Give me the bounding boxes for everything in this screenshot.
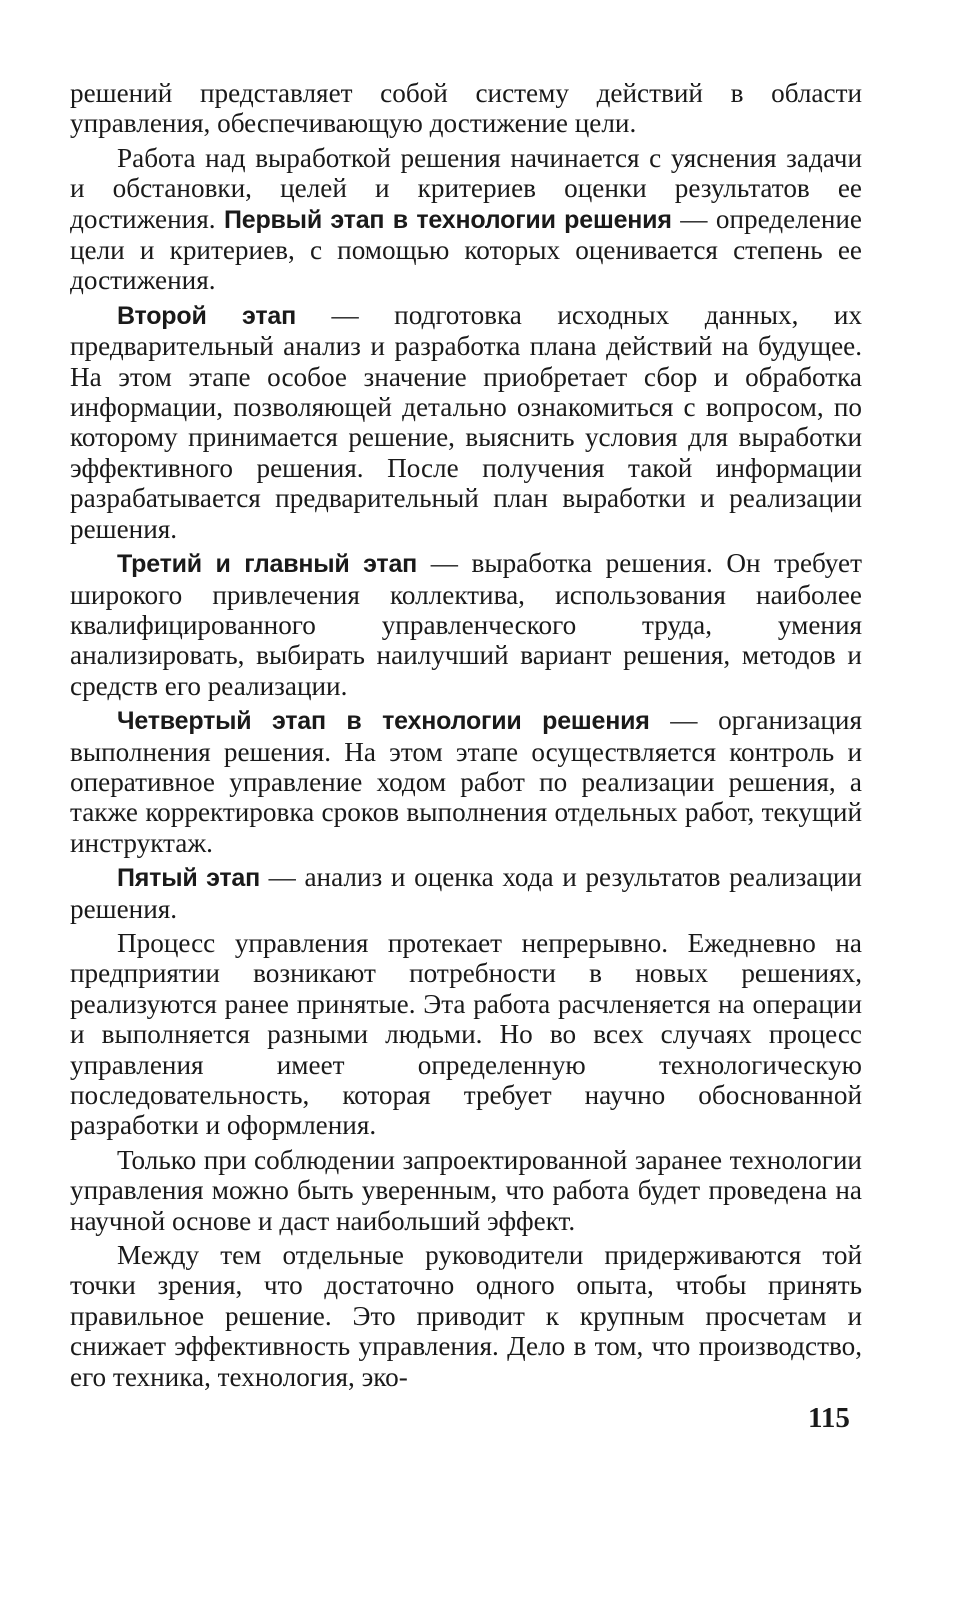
paragraph-9: [70, 1240, 862, 1392]
paragraph-5: [70, 705, 862, 858]
paragraph-4-text: — выработка решения. Он требует широкого привлечения коллектива, использования наиболее квалифицированного управленческого труда, умения анализировать, выбирать наилучший вариант решения, методов и средств его реализации.: [70, 548, 862, 701]
paragraph-8: [70, 1145, 862, 1236]
paragraph-8-text: Только при соблюдении запроектированной заранее технологии управления можно быть уверенным, что работа будет проведена на научной основе и даст наибольший эффект.: [70, 1144, 862, 1236]
paragraph-5-bold: Четвертый этап в технологии решения: [117, 707, 650, 736]
page-number: 115: [808, 1402, 850, 1434]
paragraph-5-text: — организация выполнения решения. На этом этапе осуществляется контроль и оперативное управление ходом работ по реализации решения, а также корректировка сроков выполнения отдельных работ, текущий инструктаж.: [70, 705, 862, 858]
paragraph-6-text: — анализ и оценка хода и результатов реализации решения.: [70, 862, 862, 924]
paragraph-2-text-after: — определение цели и критериев, с помощью которых оценивается степень ее достижения.: [70, 203, 863, 296]
paragraph-2-text: Работа над выработкой решения начинается с уяснения задачи и обстановки, целей и критериев оценки результатов ее достижения.: [70, 142, 862, 234]
paragraph-2-bold: Первый этап в технологии решения: [223, 205, 672, 234]
paragraph-9-text: Между тем отдельные руководители придерживаются той точки зрения, что достаточно одного опыта, чтобы принять правильное решение. Это приводит к крупным просчетам и снижает эффективность управления. Дело в том, что производство, его техника, технология, эко-: [70, 1240, 862, 1392]
paragraph-7: [70, 928, 862, 1141]
paragraph-1: [70, 78, 862, 139]
paragraph-1-text: решений представляет собой систему действий в области управления, обеспечивающую достижение цели.: [70, 78, 862, 139]
paragraph-6-bold: Пятый этап: [117, 864, 261, 893]
paragraph-3-bold: Второй этап: [117, 301, 296, 330]
paragraph-4: [70, 548, 862, 701]
paragraph-4-bold: Третий и главный этап: [117, 550, 418, 579]
paragraph-7-text: Процесс управления протекает непрерывно. Ежедневно на предприятии возникают потребности в новых решениях, реализуются ранее принятые. Эта работа расчленяется на операции и выполняется разными людьми. Но во всех случаях процесс управления имеет определенную технологическую последовательность, которая требует научно обоснованной разработки и оформления.: [70, 927, 862, 1141]
paragraph-6: [70, 862, 862, 924]
paragraph-2: [70, 143, 862, 296]
paragraph-3-text: — подготовка исходных данных, их предварительный анализ и разработка плана действий на будущее. На этом этапе особое значение приобретает сбор и обработка информации, позволяющей детально ознакомиться с вопросом, по которому принимается решение, выяснить условия для выработки эффективного решения. После получения такой информации разрабатывается предварительный план выработки и реализации решения.: [70, 299, 862, 544]
paragraph-3: [70, 300, 862, 544]
page-body: [70, 78, 862, 1396]
